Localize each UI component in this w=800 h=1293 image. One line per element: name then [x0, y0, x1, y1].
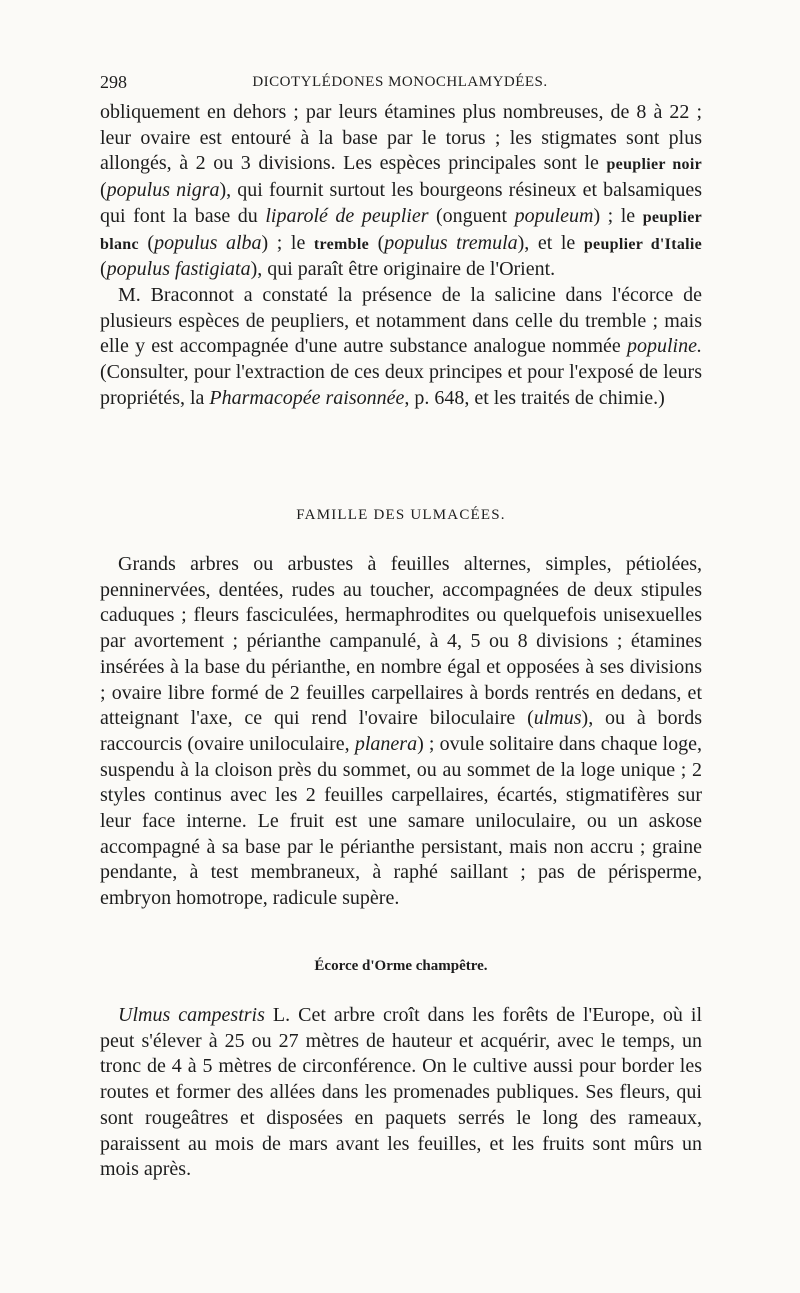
latin-name: populus nigra [106, 179, 220, 202]
text-run: ( [138, 231, 155, 254]
section-heading-bark: Écorce d'Orme champêtre. [314, 958, 488, 974]
paragraph-braconnot [100, 283, 702, 412]
text-run: L. Cet arbre croît dans les forêts de l'Europe, où il peut s'élever à 25 ou 27 mètres de hauteur et acquérir, avec le temps, un tronc de 4 à 5 mètres de circonférence. On le cultive aussi pour border les routes et former des allées dans les promenades publiques. Ses fleurs, qui sont rougeâtres et disposées en paquets serrés le long des rameaux, paraissent au mois de mars avant les feuilles, et les fruits sont mûrs un mois après. [100, 1004, 702, 1181]
species-name: peuplier d'Italie [583, 235, 703, 253]
paragraph-ulmus-campestris [100, 1003, 702, 1183]
text-run: ), ou à bords raccourcis (ovaire uniloculaire, [100, 707, 702, 755]
page-header [100, 72, 700, 98]
text-run: ) ; le [261, 231, 314, 254]
latin-name: liparolé de peuplier [265, 204, 429, 227]
latin-name: ulmus [533, 707, 582, 730]
text-run: ) ; le [593, 204, 643, 227]
species-name: peuplier blanc [100, 208, 702, 253]
page-number: 298 [100, 72, 127, 92]
text-run: (Consulter, pour l'extraction de ces deux principes et pour l'exposé de leurs propriétés, la [100, 361, 702, 409]
paragraph-ulmaceae-description [100, 552, 702, 912]
text-run: , p. 648, et les traités de chimie.) [404, 386, 665, 409]
latin-name: populus tremula [384, 231, 518, 254]
species-name: peuplier noir [606, 156, 702, 174]
latin-name: populus fastigiata [106, 258, 251, 281]
species-name: tremble [313, 235, 370, 253]
text-run: ( [100, 258, 107, 281]
text-block-top [100, 100, 702, 411]
latin-name: populeum [514, 204, 594, 227]
text-block-middle [100, 552, 702, 912]
text-run: ( [369, 231, 385, 254]
text-run: M. Braconnot a constaté la présence de la salicine dans l'écorce de plusieurs espèces de peupliers, et notamment dans celle du tremble ; mais elle y est accompagnée d'une autre substance analogue nommée [100, 283, 702, 358]
section-heading-family: FAMILLE DES ULMACÉES. [296, 507, 506, 523]
latin-name: populus alba [154, 231, 262, 254]
text-run: ), qui fournit surtout les bourgeons résineux et balsamiques qui font la base du [100, 179, 703, 227]
text-run: (onguent [428, 204, 515, 227]
text-run: ) ; ovule solitaire dans chaque loge, suspendu à la cloison près du sommet, ou au sommet de la loge unique ; 2 styles continus avec les 2 feuilles carpellaires, écartés, stigmatifères sur leur face interne. Le fruit est une samare uniloculaire, ou un askose accompagné à sa base par le périanthe persistant, mais non accru ; graine pendante, à test membraneux, à raphé saillant ; pas de périsperme, embryon homotrope, radicule supère. [100, 732, 702, 910]
text-run: ), et le [517, 231, 584, 254]
book-title: Pharmacopée raisonnée [209, 386, 405, 409]
paragraph-poplar-species [100, 100, 702, 283]
latin-name: populine. [627, 335, 702, 358]
running-title: DICOTYLÉDONES MONOCHLAMYDÉES. [252, 74, 548, 90]
text-block-bottom [100, 1003, 702, 1183]
text-run: Grands arbres ou arbustes à feuilles alternes, simples, pétiolées, penninervées, dentées, rudes au toucher, accompagnées de deux stipules caduques ; fleurs fasciculées, hermaphrodites ou quelquefois unisexuelles par avortement ; périanthe campanulé, à 4, 5 ou 8 divisions ; étamines insérées à la base du périanthe, en nombre égal et opposées à ses divisions ; ovaire libre formé de 2 feuilles carpellaires à bords rentrés en dedans, et atteignant l'axe, ce qui rend l'ovaire biloculaire ( [100, 553, 702, 730]
latin-name: Ulmus campestris [118, 1004, 265, 1026]
text-run: obliquement en dehors ; par leurs étamines plus nombreuses, de 8 à 22 ; leur ovaire est entouré à la base par le torus ; les stigmates sont plus allongés, à 2 ou 3 divisions. Les espèces principales sont le [100, 101, 702, 175]
latin-name: planera [354, 732, 418, 755]
text-run: ( [100, 179, 107, 202]
text-run: ), qui paraît être originaire de l'Orient. [250, 258, 556, 281]
